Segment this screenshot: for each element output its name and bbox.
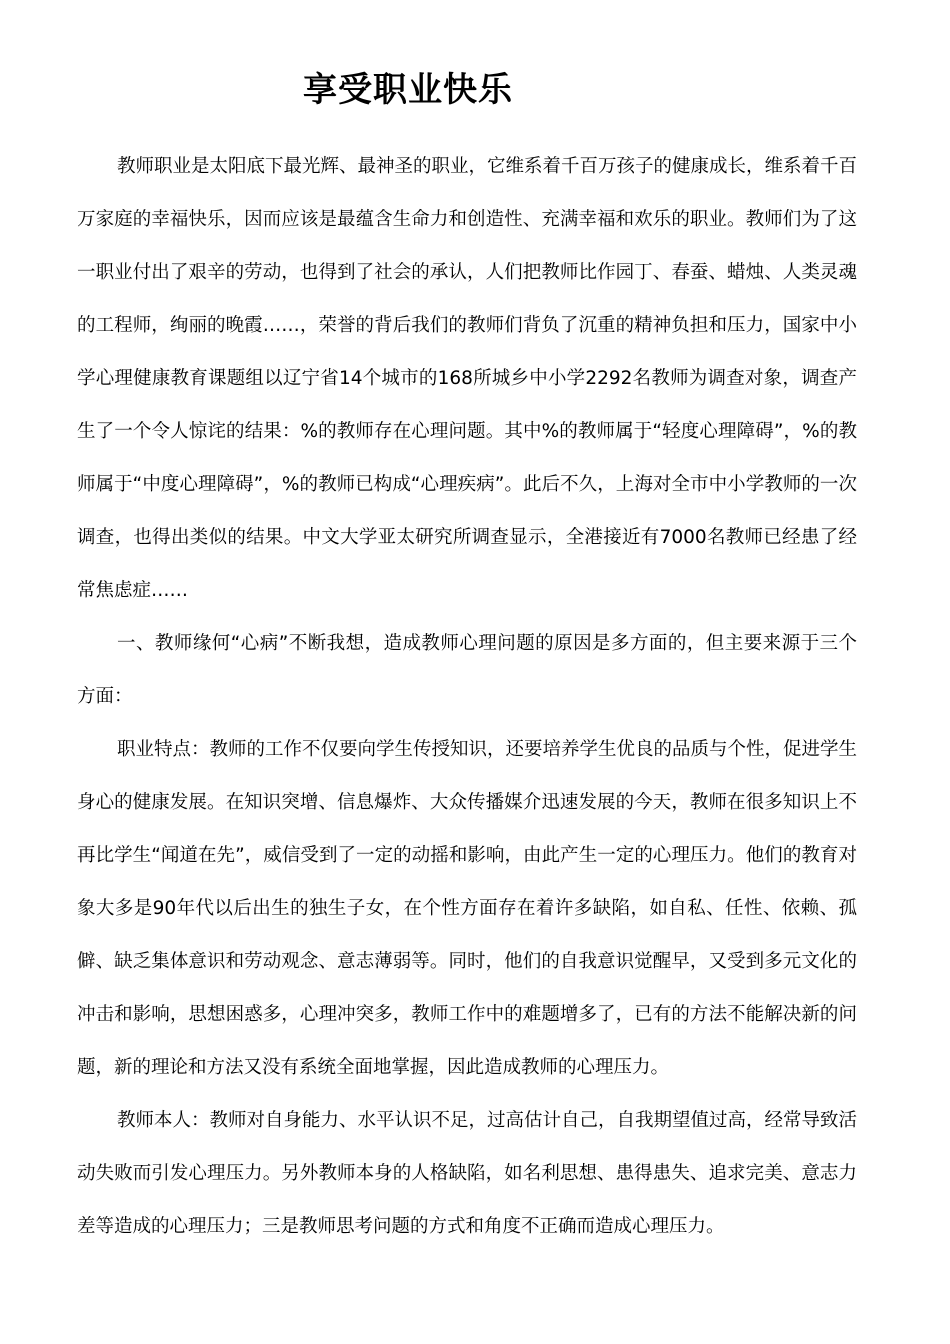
document-title: 享受职业快乐: [303, 70, 513, 110]
paragraph-section-one: 一、教师缘何“心病”不断我想，造成教师心理问题的原因是多方面的，但主要来源于三个方面：: [77, 633, 857, 707]
document-body: [77, 140, 857, 1253]
paragraph-teacher-self: 教师本人：教师对自身能力、水平认识不足，过高估计自己，自我期望值过高，经常导致活动失败而引发心理压力。另外教师本身的人格缺陷，如名利思想、患得患失、追求完美、意志力差等造成的心理压力；三是教师思考问题的方式和角度不正确而造成心理压力。: [77, 1110, 858, 1237]
paragraph-intro: 教师职业是太阳底下最光辉、最神圣的职业，它维系着千百万孩子的健康成长，维系着千百万家庭的幸福快乐，因而应该是最蕴含生命力和创造性、充满幸福和欢乐的职业。教师们为了这一职业付出了艰辛的劳动，也得到了社会的承认，人们把教师比作园丁、春蚕、蜡烛、人类灵魂的工程师，绚丽的晚霞……，荣誉的背后我们的教师们背负了沉重的精神负担和压力，国家中小学心理健康教育课题组以辽宁省14个城市的168所城乡中小学2292名教师为调查对象，调查产生了一个令人惊诧的结果：%的教师存在心理问题。其中%的教师属于“轻度心理障碍”，%的教师属于“中度心理障碍”，%的教师已构成“心理疾病”。此后不久，上海对全市中小学教师的一次调查，也得出类似的结果。中文大学亚太研究所调查显示，全港接近有7000名教师已经患了经常焦虑症……: [77, 156, 858, 601]
paragraph-occupational-traits: 职业特点：教师的工作不仅要向学生传授知识，还要培养学生优良的品质与个性，促进学生身心的健康发展。在知识突增、信息爆炸、大众传播媒介迅速发展的今天，教师在很多知识上不再比学生“闻道在先”，威信受到了一定的动摇和影响，由此产生一定的心理压力。他们的教育对象大多是90年代以后出生的独生子女，在个性方面存在着许多缺陷，如自私、任性、依赖、孤僻、缺乏集体意识和劳动观念、意志薄弱等。同时，他们的自我意识觉醒早，又受到多元文化的冲击和影响，思想困惑多，心理冲突多，教师工作中的难题增多了，已有的方法不能解决新的问题，新的理论和方法又没有系统全面地掌握，因此造成教师的心理压力。: [77, 739, 858, 1078]
